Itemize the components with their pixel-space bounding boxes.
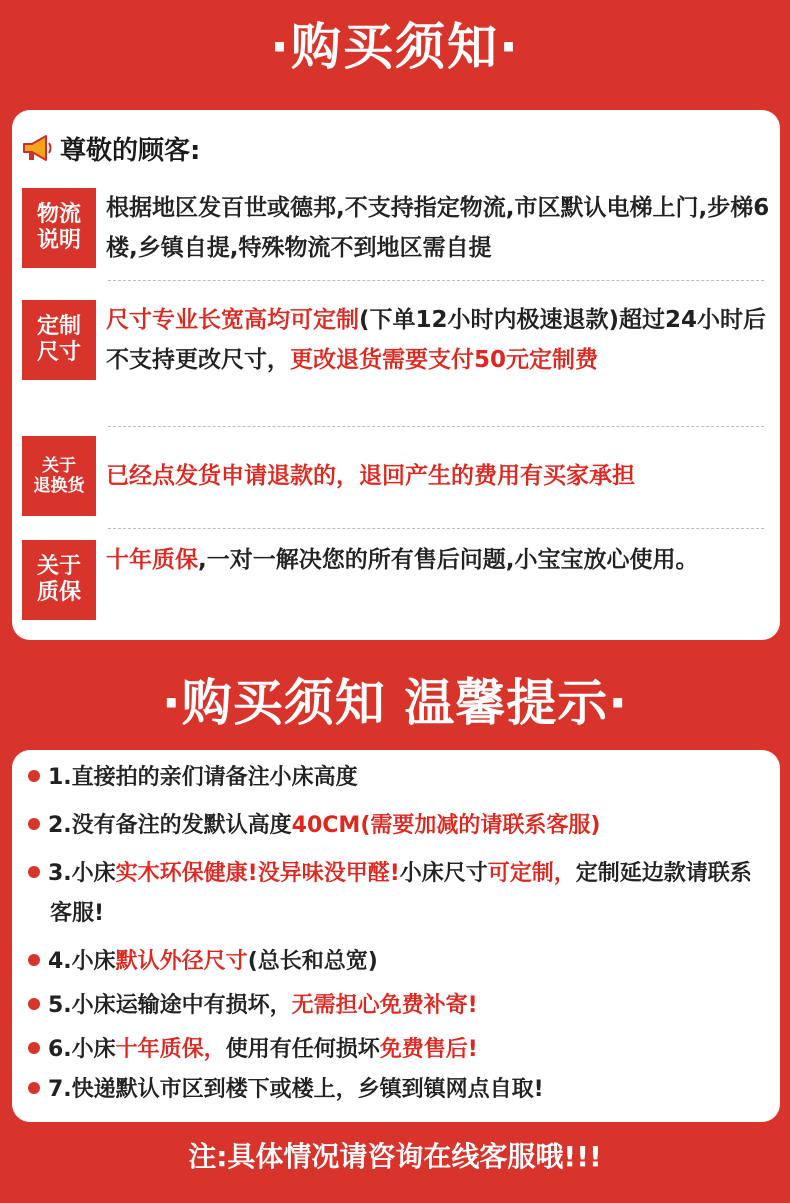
notice-text-custom-size: 尺寸专业长宽高均可定制(下单12小时内极速退款)超过24小时后不支持更改尺寸，更改退货需要支付50元定制费 — [106, 307, 767, 373]
badge-custom-size: 定制 尺寸 — [22, 300, 96, 380]
footer-note: 注:具体情况请咨询在线客服哦!!! — [188, 1140, 602, 1173]
badge-warranty: 关于 质保 — [22, 540, 96, 620]
notice-row-logistics — [22, 188, 770, 268]
bullet-dot-icon — [28, 998, 40, 1010]
tip-3: 3.小床实木环保健康!没异味没甲醛!小床尺寸可定制，定制延边款请联系客服! — [28, 854, 768, 934]
notice-row-returns — [22, 436, 770, 516]
notice-text-logistics: 根据地区发百世或德邦,不支持指定物流,市区默认电梯上门,步梯6楼,乡镇自提,特殊物流不到地区需自提 — [106, 195, 770, 261]
tip-6: 6.小床十年质保，使用有任何损坏免费售后! — [28, 1030, 768, 1070]
badge-returns: 关于 退换货 — [22, 436, 96, 516]
tip-5: 5.小床运输途中有损坏，无需担心免费补寄! — [28, 986, 768, 1026]
divider — [108, 426, 764, 427]
tip-2: 2.没有备注的发默认高度40CM(需要加减的请联系客服) — [28, 806, 768, 846]
bullet-dot-icon — [28, 954, 40, 966]
notice-row-warranty — [22, 540, 770, 622]
badge-logistics: 物流 说明 — [22, 188, 96, 268]
tip-4: 4.小床默认外径尺寸(总长和总宽) — [28, 942, 768, 982]
bullet-dot-icon — [28, 770, 40, 782]
greeting-text: 尊敬的顾客: — [60, 135, 201, 166]
megaphone-icon — [20, 133, 54, 163]
page-title: ·购买须知· — [270, 18, 520, 76]
divider — [108, 528, 764, 529]
purchase-notice-card — [12, 110, 780, 640]
tip-7: 7.快递默认市区到楼下或楼上，乡镇到镇网点自取! — [28, 1070, 768, 1110]
divider — [108, 280, 764, 281]
notice-text-returns: 已经点发货申请退款的，退回产生的费用有买家承担 — [106, 463, 635, 489]
bullet-dot-icon — [28, 1042, 40, 1054]
bullet-dot-icon — [28, 818, 40, 830]
tips-card — [12, 750, 780, 1122]
bullet-dot-icon — [28, 866, 40, 878]
tip-1: 1.直接拍的亲们请备注小床高度 — [28, 758, 768, 798]
notice-row-custom-size — [22, 300, 770, 420]
greeting — [20, 130, 200, 166]
tips-title: ·购买须知 温馨提示· — [161, 674, 629, 732]
notice-text-warranty: 十年质保,一对一解决您的所有售后问题,小宝宝放心使用。 — [106, 547, 699, 573]
bullet-dot-icon — [28, 1082, 40, 1094]
